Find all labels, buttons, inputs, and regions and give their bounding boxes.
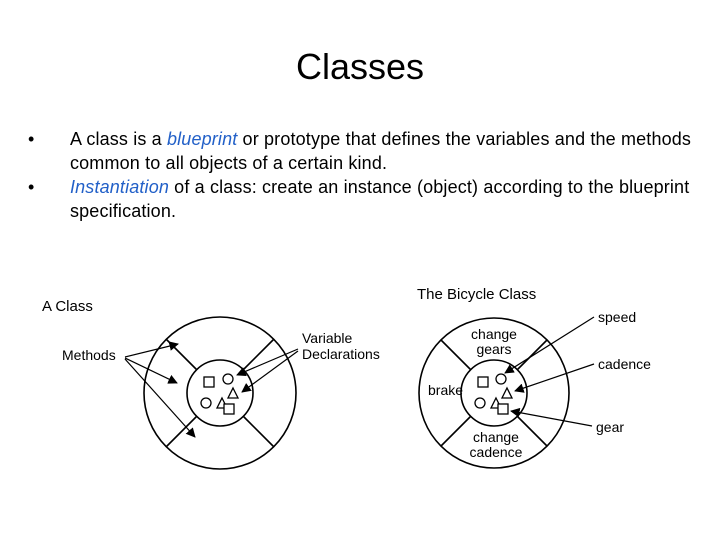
method-brake: brake — [428, 382, 464, 398]
class-wheel — [144, 317, 296, 469]
variables-label-line1: Variable — [302, 330, 353, 346]
method-change-gears-line1: change — [471, 326, 517, 342]
bullet-text-after: of a class: create an instance (object) according to the blueprint specification. — [70, 177, 690, 221]
arrow — [125, 344, 178, 357]
highlight-term: Instantiation — [70, 177, 170, 197]
bicycle-class-diagram — [417, 286, 651, 468]
var-gear-label: gear — [596, 419, 625, 435]
square-symbol — [224, 404, 234, 414]
square-symbol — [478, 377, 488, 387]
slide-title: Classes — [295, 46, 425, 87]
triangle-symbol — [502, 388, 512, 398]
bullet-marker: • — [28, 177, 35, 197]
arrow — [515, 364, 594, 391]
arrow — [125, 359, 195, 437]
bullet-marker: • — [28, 129, 35, 149]
wheel-divider — [517, 416, 547, 446]
arrow — [511, 411, 592, 426]
generic-class-heading: A Class — [42, 298, 93, 315]
generic-class-diagram — [42, 298, 380, 469]
wheel-divider — [441, 340, 471, 370]
bicycle-class-heading: The Bicycle Class — [417, 286, 537, 303]
wheel-divider — [166, 339, 197, 370]
square-symbol — [204, 377, 214, 387]
circle-symbol — [223, 374, 233, 384]
circle-symbol — [496, 374, 506, 384]
triangle-symbol — [228, 388, 238, 398]
variables-label-line2: Declarations — [302, 346, 380, 362]
var-cadence-label: cadence — [598, 356, 651, 372]
circle-symbol — [475, 398, 485, 408]
bullet-text-after: or prototype that defines the variables and the methods common to all objects of a certain kind. — [70, 129, 692, 173]
wheel-divider — [243, 416, 274, 447]
method-change-cadence-line2: cadence — [469, 444, 523, 460]
variable-symbols — [201, 374, 238, 414]
arrow — [505, 317, 594, 373]
circle-symbol — [201, 398, 211, 408]
method-change-cadence-line1: change — [473, 429, 519, 445]
wheel-divider — [517, 340, 547, 370]
method-change-gears-line2: gears — [476, 341, 512, 357]
variables-arrows — [237, 349, 298, 392]
methods-label: Methods — [62, 347, 116, 363]
wheel-divider — [441, 416, 471, 446]
arrow — [242, 351, 298, 392]
wheel-divider — [166, 416, 197, 447]
variable-symbols — [475, 374, 512, 414]
var-speed-label: speed — [598, 309, 637, 325]
square-symbol — [498, 404, 508, 414]
highlight-term: blueprint — [167, 129, 238, 149]
bullet-text-before: A class is a — [70, 129, 167, 149]
